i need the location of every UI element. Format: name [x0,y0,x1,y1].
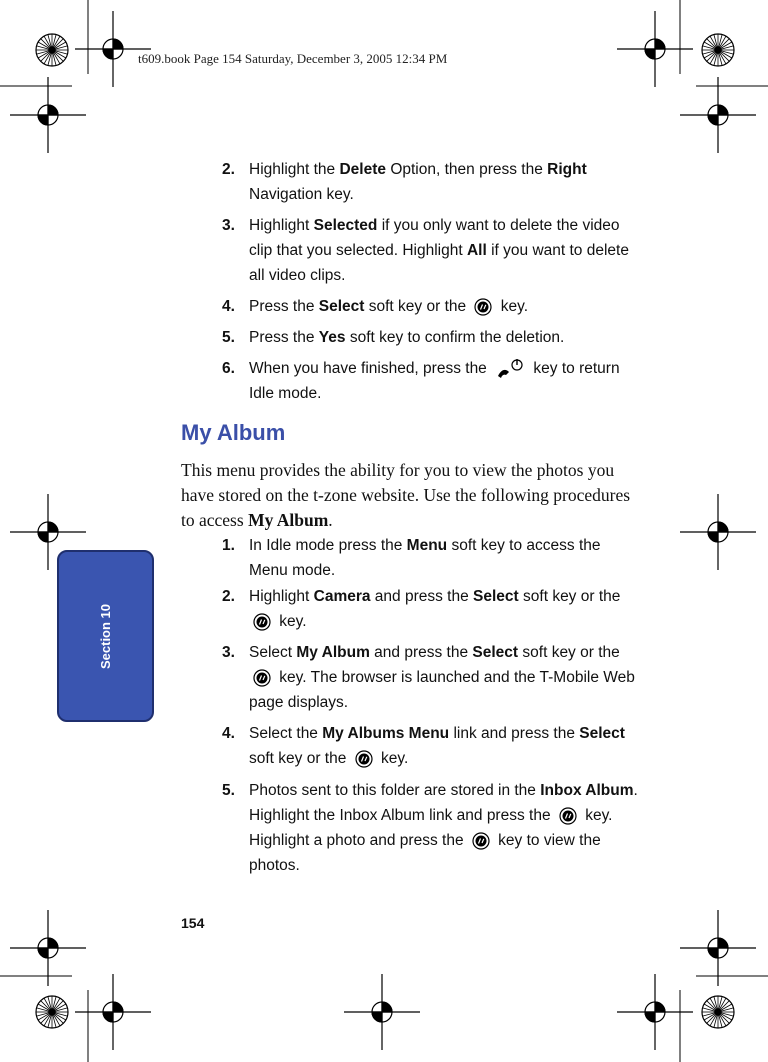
starburst-mark [36,34,68,66]
top-step [222,356,642,406]
step-text: Highlight the Delete Option, then press the Right Navigation key. [249,161,587,203]
bold-term: My Album [296,644,370,661]
ok-key-icon [474,298,492,316]
top-step [222,325,642,350]
top-step [222,294,642,319]
step-number: 4. [222,725,235,742]
bold-term: Delete [339,161,387,178]
step-text: In Idle mode press the Menu soft key to access the Menu mode. [249,537,601,579]
step-text: Highlight Camera and press the Select soft key or the key. [249,588,621,630]
bottom-step [222,584,642,634]
registration-target [344,974,420,1050]
bold-term: All [466,242,487,259]
step-text: Press the Yes soft key to confirm the deletion. [249,329,565,346]
bold-term: Right [547,161,587,178]
registration-target [680,77,756,153]
step-text: Select My Album and press the Select soft key or the key. The browser is launched and the T-Mobile Web page displays. [249,644,635,711]
step-number: 6. [222,360,235,377]
starburst-mark [36,996,68,1028]
bold-term: Selected [313,217,378,234]
step-number: 4. [222,298,235,315]
bold-term: Select [472,644,519,661]
step-number: 5. [222,329,235,346]
step-text: When you have finished, press the key to return Idle mode. [249,356,642,406]
step-text: Select the My Albums Menu link and press the Select soft key or the key. [249,725,625,767]
top-step [222,157,642,207]
step-number: 1. [222,537,235,554]
page-number: 154 [181,915,205,931]
bottom-step [222,640,642,715]
end-key-icon [495,358,525,380]
ok-key-icon [253,613,271,631]
registration-target [680,494,756,570]
step-number: 3. [222,217,235,234]
bold-term: Camera [313,588,371,605]
step-number: 2. [222,588,235,605]
bold-term: Select [318,298,365,315]
step-number: 3. [222,644,235,661]
step-number: 2. [222,161,235,178]
starburst-mark [702,34,734,66]
bottom-step [222,533,642,583]
section-intro: This menu provides the ability for you to view the photos you have stored on the t-zone website. Use the following procedures to access My Album. [181,460,631,530]
ok-key-icon [559,807,577,825]
ok-key-icon [472,832,490,850]
bottom-step [222,778,642,878]
bold-term: Inbox Album [540,782,634,799]
registration-target [10,77,86,153]
registration-target [75,974,151,1050]
registration-target [680,910,756,986]
step-text: Photos sent to this folder are stored in the Inbox Album. Highlight the Inbox Album link and press the key. Highlight a photo and press the key to view the photos. [249,782,638,874]
bold-term: Select [579,725,625,742]
step-text: Highlight Selected if you only want to delete the video clip that you selected. Highlight All if you want to delete all video clips. [249,217,629,284]
ok-key-icon [253,669,271,687]
bold-term: Menu [406,537,448,554]
section-heading: My Album [181,420,286,445]
bold-term: My Albums Menu [322,725,450,742]
starburst-mark [702,996,734,1028]
print-header: t609.book Page 154 Saturday, December 3, 2005 12:34 PM [138,51,448,66]
bold-term: Yes [318,329,346,346]
registration-target [10,910,86,986]
bottom-step [222,721,642,771]
bold-term: Select [473,588,519,605]
registration-target [75,11,151,87]
bold-term: My Album [248,510,329,530]
step-text: Press the Select soft key or the key. [249,298,529,315]
registration-target [617,11,693,87]
top-step [222,213,642,288]
section-tab-label: Section 10 [98,603,113,669]
step-number: 5. [222,782,235,799]
section-tab-label-wrap [57,550,154,722]
ok-key-icon [355,750,373,768]
registration-target [617,974,693,1050]
